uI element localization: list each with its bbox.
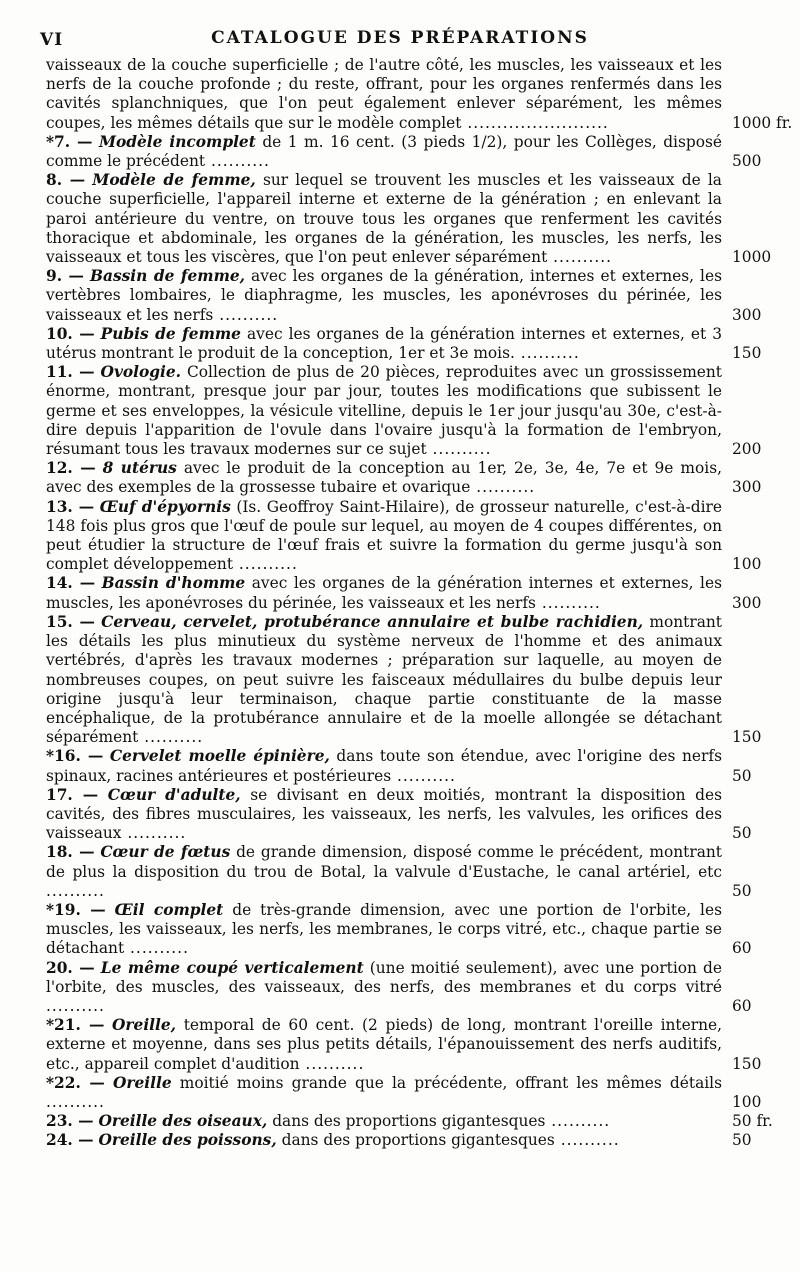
entry-number: 17. — (46, 785, 99, 804)
entry-number: 20. — (46, 958, 95, 977)
entry-title: Pubis de femme (100, 324, 241, 343)
entry-number: *19. — (46, 900, 106, 919)
catalogue-entry: 18. — Cœur de fœtus de grande dimension, disposé comme le précédent, montrant de plus la disposition du trou de Botal, la valvule d'Eustache, le canal artériel, etc .......... 50 (46, 843, 794, 901)
entry-title: Bassin de femme, (89, 267, 245, 286)
entry-number: *16. — (46, 747, 104, 766)
catalogue-entry: 10. — Pubis de femme avec les organes de la génération internes et externes, et 3 utérus montrant le produit de la conception, 1er et 3e mois. .......... 150 (46, 325, 794, 363)
entry-description: avec le produit de la conception au 1er, 2e, 3e, 4e, 7e et 9e mois, avec des exemples de la grossesse tubaire et ovarique (46, 459, 722, 497)
entry-description: temporal de 60 cent. (2 pieds) de long, montrant l'oreille interne, externe et moyenne, dans ses plus petits détails, l'épanouissement des nerfs auditifs, etc., appareil complet d'audition (46, 1016, 722, 1073)
catalogue-entry: 17. — Cœur d'adulte, se divisant en deux moitiés, montrant la disposition des cavités, des fibres musculaires, les vaisseaux, les nerfs, les valvules, les orifices des vaisseaux .......... 50 (46, 786, 794, 844)
entry-title: Œil complet (114, 900, 224, 919)
entry-price: 50 (732, 1131, 752, 1150)
entry-number: 11. — (46, 363, 95, 382)
entry-number: 9. — (46, 267, 84, 286)
entry-description: (une moitié seulement), avec une portion de l'orbite, des muscles, des vaisseaux, des nerfs, des membranes et du corps vitré (46, 958, 722, 996)
entry-price: 300 (732, 593, 762, 612)
entry-price: 150 (732, 344, 762, 363)
entry-description: dans toute son étendue, avec l'origine des nerfs spinaux, racines antérieures et postérieures (46, 747, 722, 785)
entry-description: sur lequel se trouvent les muscles et les vaisseaux de la couche superficielle, l'appareil interne et externe de la génération ; en enlevant la paroi antérieure du ventre, on trouve tous les organes que renferment les cavités thoracique et abdominale, les organes de la génération, les muscles, les nerfs, les vaisseaux et tous les viscères, que l'on peut enlever séparément (46, 171, 722, 267)
entry-price: 60 (732, 939, 752, 958)
entry-price: 50 fr. (732, 1112, 773, 1131)
entry-price: 300 (732, 478, 762, 497)
entry-description: de grande dimension, disposé comme le précédent, montrant de plus la disposition du trou de Botal, la valvule d'Eustache, le canal artériel, etc (46, 843, 722, 881)
entry-number: 8. — (46, 171, 86, 190)
catalogue-entry: *21. — Oreille, temporal de 60 cent. (2 pieds) de long, montrant l'oreille interne, externe et moyenne, dans ses plus petits détails, l'épanouissement des nerfs auditifs, etc., appareil complet d'audition .......... 150 (46, 1016, 794, 1074)
entry-number: 13. — (46, 497, 95, 516)
entry-description: de très-grande dimension, avec une portion de l'orbite, les muscles, les vaisseaux, les nerfs, les membranes, le corps vitré, etc., chaque partie se détachant (46, 900, 722, 958)
entry-description: montrant les détails les plus minutieux du système nerveux de l'homme et des animaux vertébrés, d'après les travaux modernes ; préparation sur laquelle, au moyen de nombreuses coupes, on peut suivre les faisceaux médullaires du bulbe depuis leur origine jusqu'à leur terminaison, chaque partie constituante de la masse encéphalique, de la protubérance annulaire et de la moelle allongée se détachant séparément (46, 612, 722, 747)
catalogue-entry: 8. — Modèle de femme, sur lequel se trouvent les muscles et les vaisseaux de la couche superficielle, l'appareil interne et externe de la génération ; en enlevant la paroi antérieure du ventre, on trouve tous les organes que renferment les cavités thoracique et abdominale, les organes de la génération, les muscles, les nerfs, les vaisseaux et tous les viscères, que l'on peut enlever séparément .......... 1000 (46, 171, 794, 267)
entry-number: 12. — (46, 459, 96, 478)
page-folio: VI (40, 30, 64, 50)
entry-price: 100 (732, 555, 762, 574)
entry-list (46, 133, 794, 1151)
entry-title: Le même coupé verticalement (100, 958, 364, 977)
entry-title: Œuf d'épyornis (99, 497, 231, 516)
catalogue-entry: *16. — Cervelet moelle épinière, dans toute son étendue, avec l'origine des nerfs spinaux, racines antérieures et postérieures .......... 50 (46, 747, 794, 785)
entry-title: Cœur d'adulte, (107, 785, 241, 804)
entry-title: Oreille des oiseaux, (98, 1112, 268, 1131)
entry-title: 8 utérus (102, 459, 177, 478)
entry-title: Cerveau, cervelet, protubérance annulaire et bulbe rachidien, (101, 612, 644, 631)
entry-price: 200 (732, 440, 762, 459)
entry-title: Cervelet moelle épinière, (109, 747, 330, 766)
entry-number: 23. — (46, 1112, 94, 1131)
catalogue-entry: 13. — Œuf d'épyornis (Is. Geoffroy Saint-Hilaire), de grosseur naturelle, c'est-à-dire 148 fois plus gros que l'œuf de poule sur lequel, au moyen de 4 coupes différentes, on peut étudier la structure de l'œuf frais et suivre la formation du germe jusqu'à son complet développement .......... 100 (46, 498, 794, 575)
entry-price: 100 (732, 1092, 762, 1111)
catalogue-entry: 14. — Bassin d'homme avec les organes de la génération internes et externes, les muscles, les aponévroses du périnée, les vaisseaux et les nerfs .......... 300 (46, 574, 794, 612)
entry-description: dans des proportions gigantesques (281, 1131, 555, 1150)
entry-price: 500 (732, 152, 762, 171)
entry-description: de 1 m. 16 cent. (3 pieds 1/2), pour les Collèges, disposé comme le précédent (46, 132, 722, 171)
catalogue-entry: 24. — Oreille des poissons, dans des proportions gigantesques .......... 50 (46, 1131, 794, 1150)
entry-title: Ovologie. (100, 363, 182, 382)
entry-number: 10. — (46, 324, 95, 343)
entry-title: Oreille, (112, 1016, 177, 1035)
entry-number: *7. — (46, 132, 93, 151)
entry-number: 24. — (46, 1131, 94, 1150)
page-header (40, 24, 760, 54)
catalogue-entry: *19. — Œil complet de très-grande dimension, avec une portion de l'orbite, les muscles, les vaisseaux, les nerfs, les membranes, le corps vitré, etc., chaque partie se détachant .......... 60 (46, 901, 794, 959)
catalogue-entry: 12. — 8 utérus avec le produit de la conception au 1er, 2e, 3e, 4e, 7e et 9e mois, avec des exemples de la grossesse tubaire et ovarique .......... 300 (46, 459, 794, 497)
entry-price: 50 (732, 766, 752, 785)
entry-title: Bassin d'homme (101, 574, 246, 593)
entry-title: Modèle de femme, (92, 171, 256, 190)
entry-title: Modèle incomplet (98, 132, 256, 151)
entry-description: Collection de plus de 20 pièces, reproduites avec un grossissement énorme, montrant, presque jour par jour, toutes les modifications que subissent le germe et ses enveloppes, la vésicule vitelline, depuis le 1er jour jusqu'au 30e, c'est-à-dire depuis l'apparition de l'ovule dans l'ovaire jusqu'à la formation de l'embryon, résumant tous les travaux modernes sur ce sujet (46, 363, 722, 459)
intro-paragraph: vaisseaux de la couche superficielle ; de l'autre côté, les muscles, les vaisseaux et les nerfs de la couche profonde ; du reste, offrant, pour les organes renfermés dans les cavités splanchniques, que l'on peut également enlever séparément, les mêmes coupes, les mêmes détails que sur le modèle complet ........................ 1000 fr. (46, 56, 793, 132)
running-head: CATALOGUE DES PRÉPARATIONS (211, 28, 589, 48)
entry-description: (Is. Geoffroy Saint-Hilaire), de grosseur naturelle, c'est-à-dire 148 fois plus gros que l'œuf de poule sur lequel, au moyen de 4 coupes différentes, on peut étudier la structure de l'œuf frais et suivre la formation du germe jusqu'à son complet développement (46, 497, 722, 574)
catalogue-entry: 23. — Oreille des oiseaux, dans des proportions gigantesques .......... 50 fr. (46, 1112, 794, 1131)
entry-number: *22. — (46, 1073, 105, 1092)
entry-price: 150 (732, 1054, 762, 1073)
entry-title: Oreille (112, 1073, 172, 1092)
entry-number: 18. — (46, 843, 95, 862)
entry-number: 15. — (46, 612, 95, 631)
entry-description: moitié moins grande que la précédente, offrant les mêmes détails (179, 1073, 722, 1092)
catalogue-entry: *7. — Modèle incomplet de 1 m. 16 cent. (3 pieds 1/2), pour les Collèges, disposé comme le précédent .......... 500 (46, 133, 794, 171)
catalogue-entry: 9. — Bassin de femme, avec les organes de la génération, internes et externes, les vertèbres lombaires, le diaphragme, les muscles, les aponévroses du périnée, les vaisseaux et les nerfs .......... 300 (46, 267, 794, 325)
entry-price: 300 (732, 305, 762, 324)
entry-description: avec les organes de la génération, internes et externes, les vertèbres lombaires, le diaphragme, les muscles, les aponévroses du périnée, les vaisseaux et les nerfs (46, 267, 722, 324)
entry-number: *21. — (46, 1016, 105, 1035)
entry-description: avec les organes de la génération internes et externes, et 3 utérus montrant le produit de la conception, 1er et 3e mois. (46, 324, 722, 363)
intro-price: 1000 fr. (732, 113, 793, 132)
entry-description: dans des proportions gigantesques (272, 1112, 546, 1131)
catalogue-entry: 15. — Cerveau, cervelet, protubérance annulaire et bulbe rachidien, montrant les détails les plus minutieux du système nerveux de l'homme et des animaux vertébrés, d'après les travaux modernes ; préparation sur laquelle, au moyen de nombreuses coupes, on peut suivre les faisceaux médullaires du bulbe depuis leur origine jusqu'à leur terminaison, chaque partie constituante de la masse encéphalique, de la protubérance annulaire et de la moelle allongée se détachant séparément .......... 150 (46, 613, 794, 747)
entry-description: se divisant en deux moitiés, montrant la disposition des cavités, des fibres musculaires, les vaisseaux, les nerfs, les valvules, les orifices des vaisseaux (46, 785, 722, 843)
entry-description: avec les organes de la génération internes et externes, les muscles, les aponévroses du périnée, les vaisseaux et les nerfs (46, 574, 722, 612)
entry-price: 150 (732, 728, 762, 747)
catalogue-entry: 20. — Le même coupé verticalement (une moitié seulement), avec une portion de l'orbite, des muscles, des vaisseaux, des nerfs, des membranes et du corps vitré .......... 60 (46, 959, 794, 1017)
entry-title: Cœur de fœtus (100, 843, 231, 862)
entry-title: Oreille des poissons, (98, 1131, 277, 1150)
catalogue-entry: *22. — Oreille moitié moins grande que la précédente, offrant les mêmes détails .......... 100 (46, 1074, 794, 1112)
entry-price: 60 (732, 996, 752, 1015)
intro-text: vaisseaux de la couche superficielle ; de l'autre côté, les muscles, les vaisseaux et les nerfs de la couche profonde ; du reste, offrant, pour les organes renfermés dans les cavités splanchniques, que l'on peut également enlever séparément, les mêmes coupes, les mêmes détails que sur le modèle complet (46, 56, 722, 132)
catalogue-entry: 11. — Ovologie. Collection de plus de 20 pièces, reproduites avec un grossissement énorme, montrant, presque jour par jour, toutes les modifications que subissent le germe et ses enveloppes, la vésicule vitelline, depuis le 1er jour jusqu'au 30e, c'est-à-dire depuis l'apparition de l'ovule dans l'ovaire jusqu'à la formation de l'embryon, résumant tous les travaux modernes sur ce sujet .......... 200 (46, 363, 794, 459)
entry-price: 50 (732, 824, 752, 843)
entry-price: 1000 (732, 248, 772, 267)
entry-number: 14. — (46, 574, 96, 593)
catalogue-body (46, 56, 794, 1151)
entry-price: 50 (732, 881, 752, 900)
